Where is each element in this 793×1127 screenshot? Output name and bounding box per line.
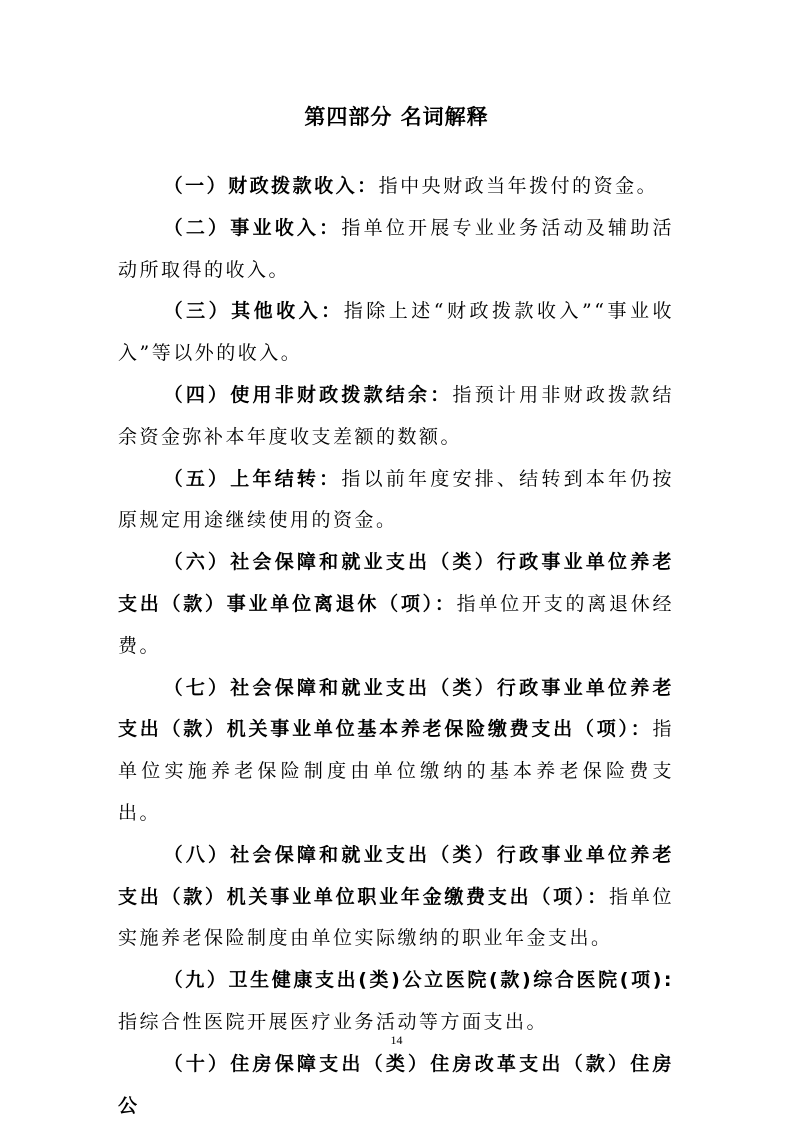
definition-term: （七）社会保障和就业支出（类）行政事业单位养老支出（款）机关事业单位基本养老保险缴费支出（项）：: [118, 676, 674, 741]
page-number: 14: [390, 1033, 403, 1047]
definition-item: [118, 668, 674, 835]
definition-term: （二）事业收入：: [163, 216, 342, 239]
definition-text: 指单位实施养老保险制度由单位实际缴纳的职业年金支出。: [118, 885, 674, 950]
definition-text: 指中央财政当年拨付的资金。: [378, 175, 659, 197]
definition-term: （六）社会保障和就业支出（类）行政事业单位养老支出（款）事业单位离退休（项）：: [118, 551, 674, 615]
definition-text: 指预计用非财政拨款结余资金弥补本年度收支差额的数额。: [118, 383, 674, 448]
definitions-list: [118, 166, 674, 1127]
definition-item: [118, 291, 674, 375]
definition-term: （五）上年结转：: [163, 467, 342, 490]
definition-item: [118, 960, 674, 1044]
definition-text: 指单位开展专业业务活动及辅助活动所取得的收入。: [118, 216, 674, 281]
definition-item: [118, 542, 674, 667]
definition-item: [118, 835, 674, 960]
definition-term: （九）卫生健康支出(类)公立医院(款)综合医院(项):: [163, 969, 674, 992]
definition-item: [118, 166, 674, 208]
definition-item: [118, 375, 674, 459]
definition-text: 指以前年度安排、结转到本年仍按原规定用途继续使用的资金。: [118, 467, 674, 532]
definition-text: 指除上述“财政拨款收入”“事业收入”等以外的收入。: [118, 300, 674, 365]
definition-term: （八）社会保障和就业支出（类）行政事业单位养老支出（款）机关事业单位职业年金缴费支出（项）：: [118, 843, 674, 908]
definition-text: 指单位实施养老保险制度由单位缴纳的基本养老保险费支出。: [118, 718, 674, 824]
definition-item: [118, 208, 674, 292]
definition-term: （十）住房保障支出（类）住房改革支出（款）住房公: [118, 1052, 674, 1117]
definition-item: [118, 459, 674, 543]
definition-term: （四）使用非财政拨款结余：: [163, 383, 453, 406]
definition-term: （一）财政拨款收入：: [163, 175, 379, 197]
page-title: 第四部分 名词解释: [304, 105, 489, 129]
definition-text: 指综合性医院开展医疗业务活动等方面支出。: [118, 1010, 549, 1033]
definition-text: 指单位开支的离退休经费。: [118, 592, 674, 657]
definition-term: （三）其他收入：: [163, 300, 344, 323]
definition-item: [118, 1044, 674, 1127]
